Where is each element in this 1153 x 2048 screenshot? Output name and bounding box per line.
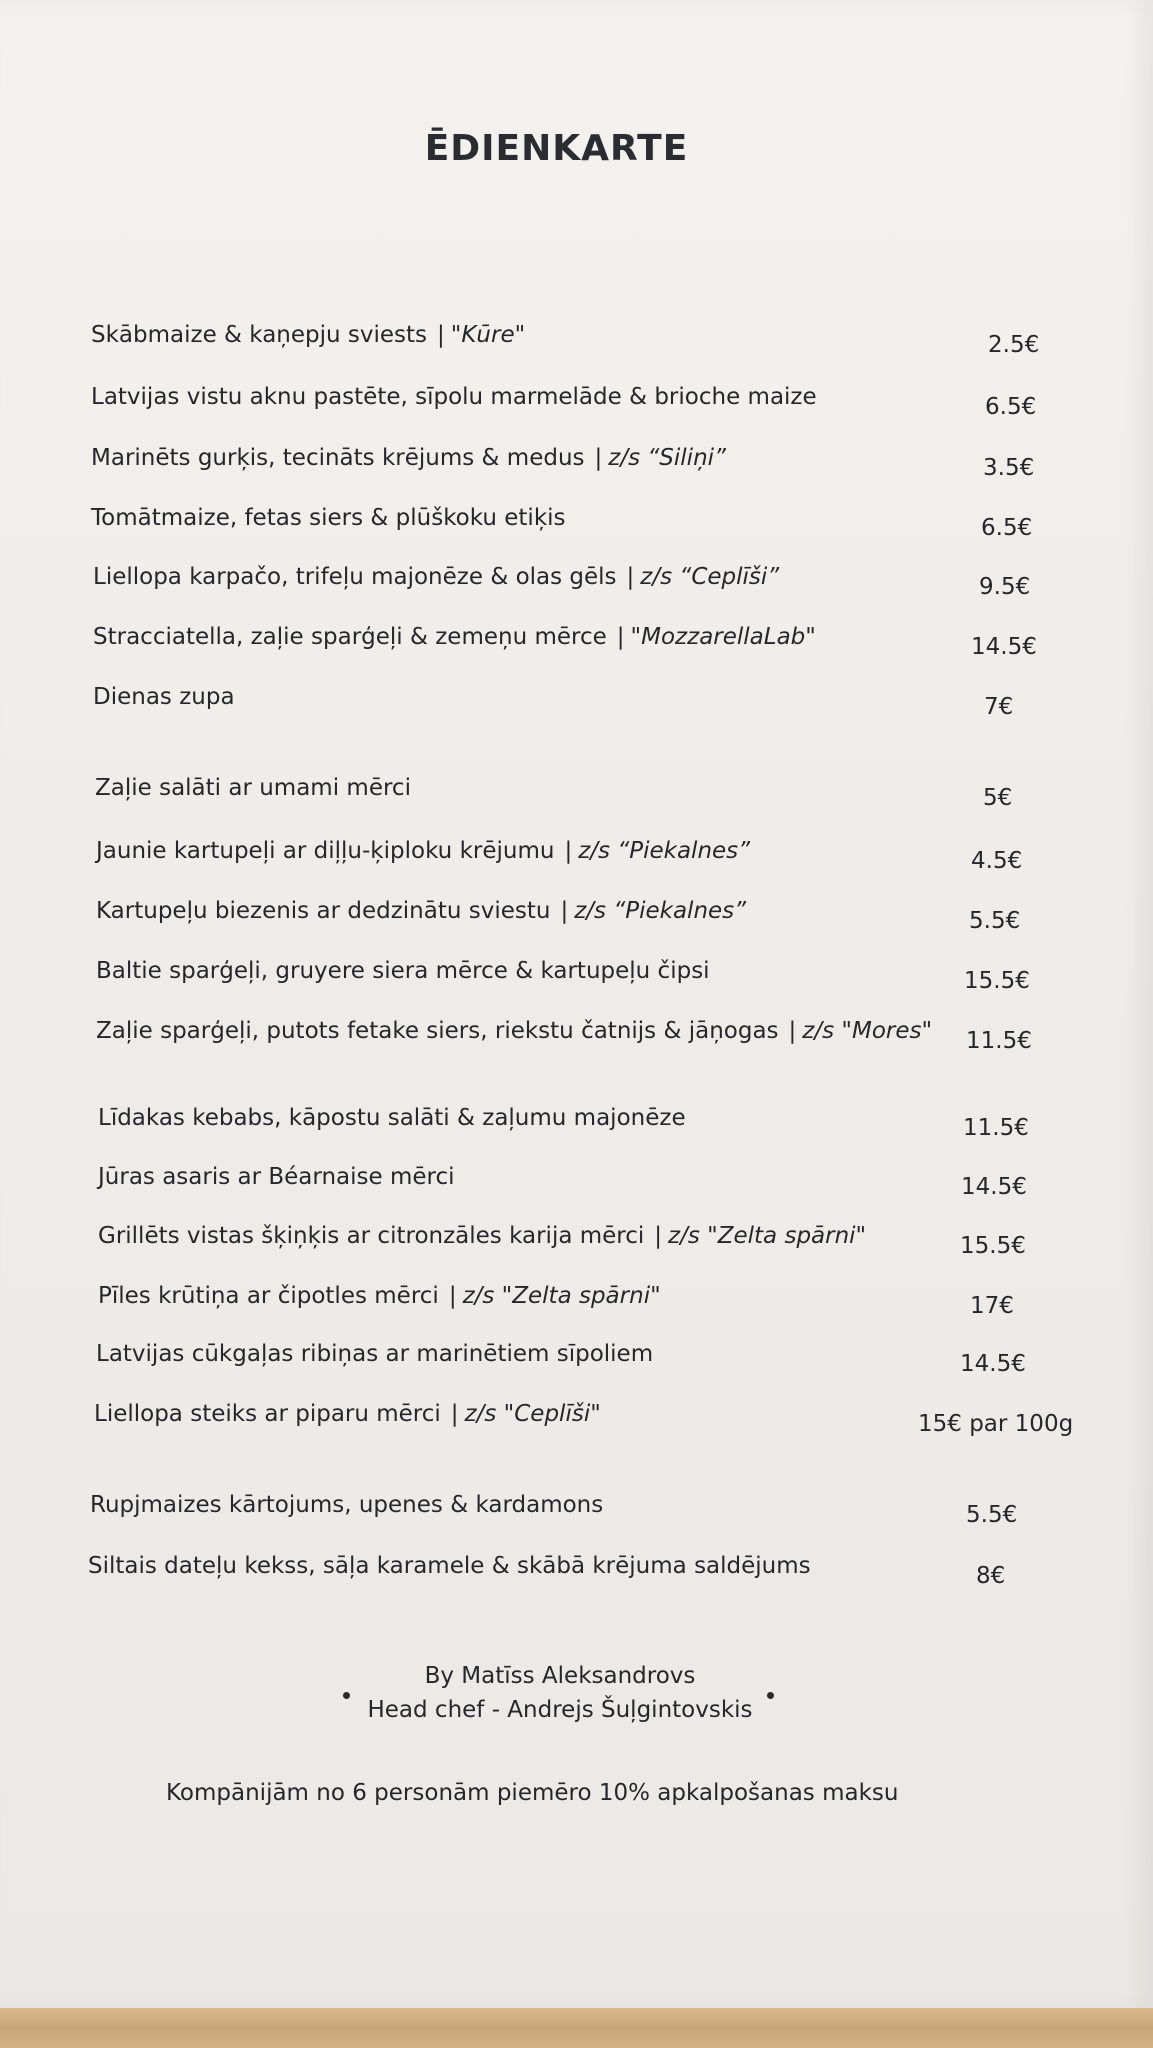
author-credit: By Matīss Aleksandrovs (424, 1663, 696, 1689)
supplier-name: z/s "Ceplīši" (464, 1401, 601, 1427)
menu-item-dish (98, 1164, 455, 1190)
menu-item (0, 445, 1153, 481)
menu-item-price: 11.5€ (966, 1028, 1032, 1054)
dish-name: Kartupeļu biezenis ar dedzinātu sviestu (96, 898, 551, 924)
menu-item-dish (93, 684, 235, 710)
menu-item (0, 1105, 1153, 1141)
menu-item (0, 564, 1153, 600)
dish-name: Līdakas kebabs, kāpostu salāti & zaļumu majonēze (98, 1105, 686, 1131)
head-chef-credit: Head chef - Andrejs Šuļgintovskis (367, 1697, 753, 1723)
supplier-name: z/s “Piekalnes” (578, 838, 751, 864)
menu-item-price: 15€ par 100g (918, 1411, 1074, 1437)
menu-item-price: 5.5€ (966, 1502, 1018, 1528)
menu-item-dish (96, 1018, 932, 1044)
supplier-separator: | (626, 564, 635, 590)
menu-item (0, 1401, 1153, 1437)
menu-item-dish (91, 322, 525, 348)
menu-item-dish (91, 505, 566, 531)
menu-item-price: 5.5€ (969, 908, 1021, 934)
menu-item-price: 4.5€ (971, 848, 1023, 874)
menu-item (0, 505, 1153, 541)
menu-item-dish (94, 1401, 601, 1427)
menu-item-price: 11.5€ (963, 1115, 1029, 1141)
supplier-separator: | (654, 1223, 663, 1249)
dish-name: Jūras asaris ar Béarnaise mērci (98, 1164, 455, 1190)
supplier-separator: | (450, 1401, 459, 1427)
dish-name: Grillēts vistas šķiņķis ar citronzāles karija mērci (98, 1223, 645, 1249)
menu-item-dish (96, 898, 746, 924)
menu-item-price: 8€ (976, 1563, 1006, 1589)
menu-item-dish (98, 1283, 661, 1309)
dish-name: Liellopa karpačo, trifeļu majonēze & olas gēls (93, 564, 617, 590)
bullet-dot-left (343, 1692, 350, 1699)
dish-name: Latvijas cūkgaļas ribiņas ar marinētiem sīpoliem (96, 1341, 654, 1367)
menu-item-price: 3.5€ (983, 455, 1035, 481)
menu-item (0, 1341, 1153, 1377)
menu-item (0, 624, 1153, 660)
menu-item (0, 1553, 1153, 1589)
menu-item-price: 17€ (970, 1293, 1014, 1319)
dish-name: Jaunie kartupeļi ar diļļu-ķiploku krējumu (96, 838, 555, 864)
menu-item (0, 1283, 1153, 1319)
menu-item-dish (98, 1223, 866, 1249)
menu-item (0, 1492, 1153, 1528)
dish-name: Liellopa steiks ar piparu mērci (94, 1401, 441, 1427)
dish-name: Skābmaize & kaņepju sviests (91, 322, 428, 348)
menu-item-dish (88, 1553, 811, 1579)
table-surface (0, 2008, 1153, 2048)
supplier-separator: | (616, 624, 625, 650)
supplier-name: z/s "Mores" (802, 1018, 933, 1044)
menu-item-price: 14.5€ (960, 1351, 1026, 1377)
dish-name: Marinēts gurķis, tecināts krējums & medus (91, 445, 585, 471)
menu-item (0, 384, 1153, 420)
menu-item-price: 6.5€ (985, 394, 1037, 420)
dish-name: Zaļie salāti ar umami mērci (95, 775, 411, 801)
menu-item-dish (98, 1105, 686, 1131)
supplier-name: z/s “Piekalnes” (574, 898, 747, 924)
menu-item (0, 1018, 1153, 1054)
menu-item-dish (95, 775, 411, 801)
menu-item-price: 15.5€ (960, 1233, 1026, 1259)
dish-name: Rupjmaizes kārtojums, upenes & kardamons (90, 1492, 604, 1518)
menu-item-price: 15.5€ (964, 968, 1030, 994)
supplier-separator: | (564, 838, 573, 864)
dish-name: Zaļie sparģeļi, putots fetake siers, riekstu čatnijs & jāņogas (96, 1018, 779, 1044)
supplier-name: "MozzarellaLab" (630, 624, 816, 650)
dish-name: Stracciatella, zaļie sparģeļi & zemeņu mērce (93, 624, 607, 650)
supplier-separator: | (448, 1283, 457, 1309)
menu-item-dish (93, 624, 816, 650)
menu-title: ĒDIENKARTE (424, 128, 689, 169)
menu-item-price: 5€ (983, 785, 1013, 811)
menu-item-price: 14.5€ (961, 1174, 1027, 1200)
supplier-name: z/s "Zelta spārni" (462, 1283, 661, 1309)
dish-name: Latvijas vistu aknu pastēte, sīpolu marmelāde & brioche maize (91, 384, 817, 410)
supplier-name: "Kūre" (450, 322, 526, 348)
supplier-name: z/s “Ceplīši” (640, 564, 780, 590)
menu-item (0, 1164, 1153, 1200)
menu-item-dish (96, 958, 710, 984)
menu-item (0, 838, 1153, 874)
menu-item (0, 898, 1153, 934)
supplier-separator: | (788, 1018, 797, 1044)
dish-name: Pīles krūtiņa ar čipotles mērci (98, 1283, 439, 1309)
bullet-dot-right (767, 1692, 774, 1699)
supplier-name: z/s “Siliņi” (608, 445, 726, 471)
supplier-name: z/s "Zelta spārni" (668, 1223, 867, 1249)
menu-item-price: 14.5€ (971, 634, 1037, 660)
menu-item-dish (91, 445, 726, 471)
menu-item-dish (96, 838, 750, 864)
menu-item (0, 1223, 1153, 1259)
menu-item-price: 9.5€ (979, 574, 1031, 600)
menu-item (0, 775, 1153, 811)
service-charge-note: Kompānijām no 6 personām piemēro 10% apkalpošanas maksu (166, 1780, 899, 1806)
menu-item (0, 322, 1153, 358)
supplier-separator: | (560, 898, 569, 924)
menu-item-price: 7€ (984, 694, 1014, 720)
menu-item (0, 958, 1153, 994)
supplier-separator: | (437, 322, 445, 348)
dish-name: Baltie sparģeļi, gruyere siera mērce & kartupeļu čipsi (96, 958, 710, 984)
dish-name: Siltais dateļu kekss, sāļa karamele & skābā krējuma saldējums (88, 1553, 811, 1579)
menu-item-dish (93, 564, 779, 590)
menu-item-price: 2.5€ (988, 332, 1040, 358)
menu-item-dish (91, 384, 817, 410)
menu-item-dish (90, 1492, 603, 1518)
menu-item-price: 6.5€ (981, 515, 1033, 541)
supplier-separator: | (594, 445, 603, 471)
dish-name: Dienas zupa (93, 684, 235, 710)
dish-name: Tomātmaize, fetas siers & plūškoku etiķis (91, 505, 566, 531)
menu-item-dish (96, 1341, 653, 1367)
menu-item (0, 684, 1153, 720)
